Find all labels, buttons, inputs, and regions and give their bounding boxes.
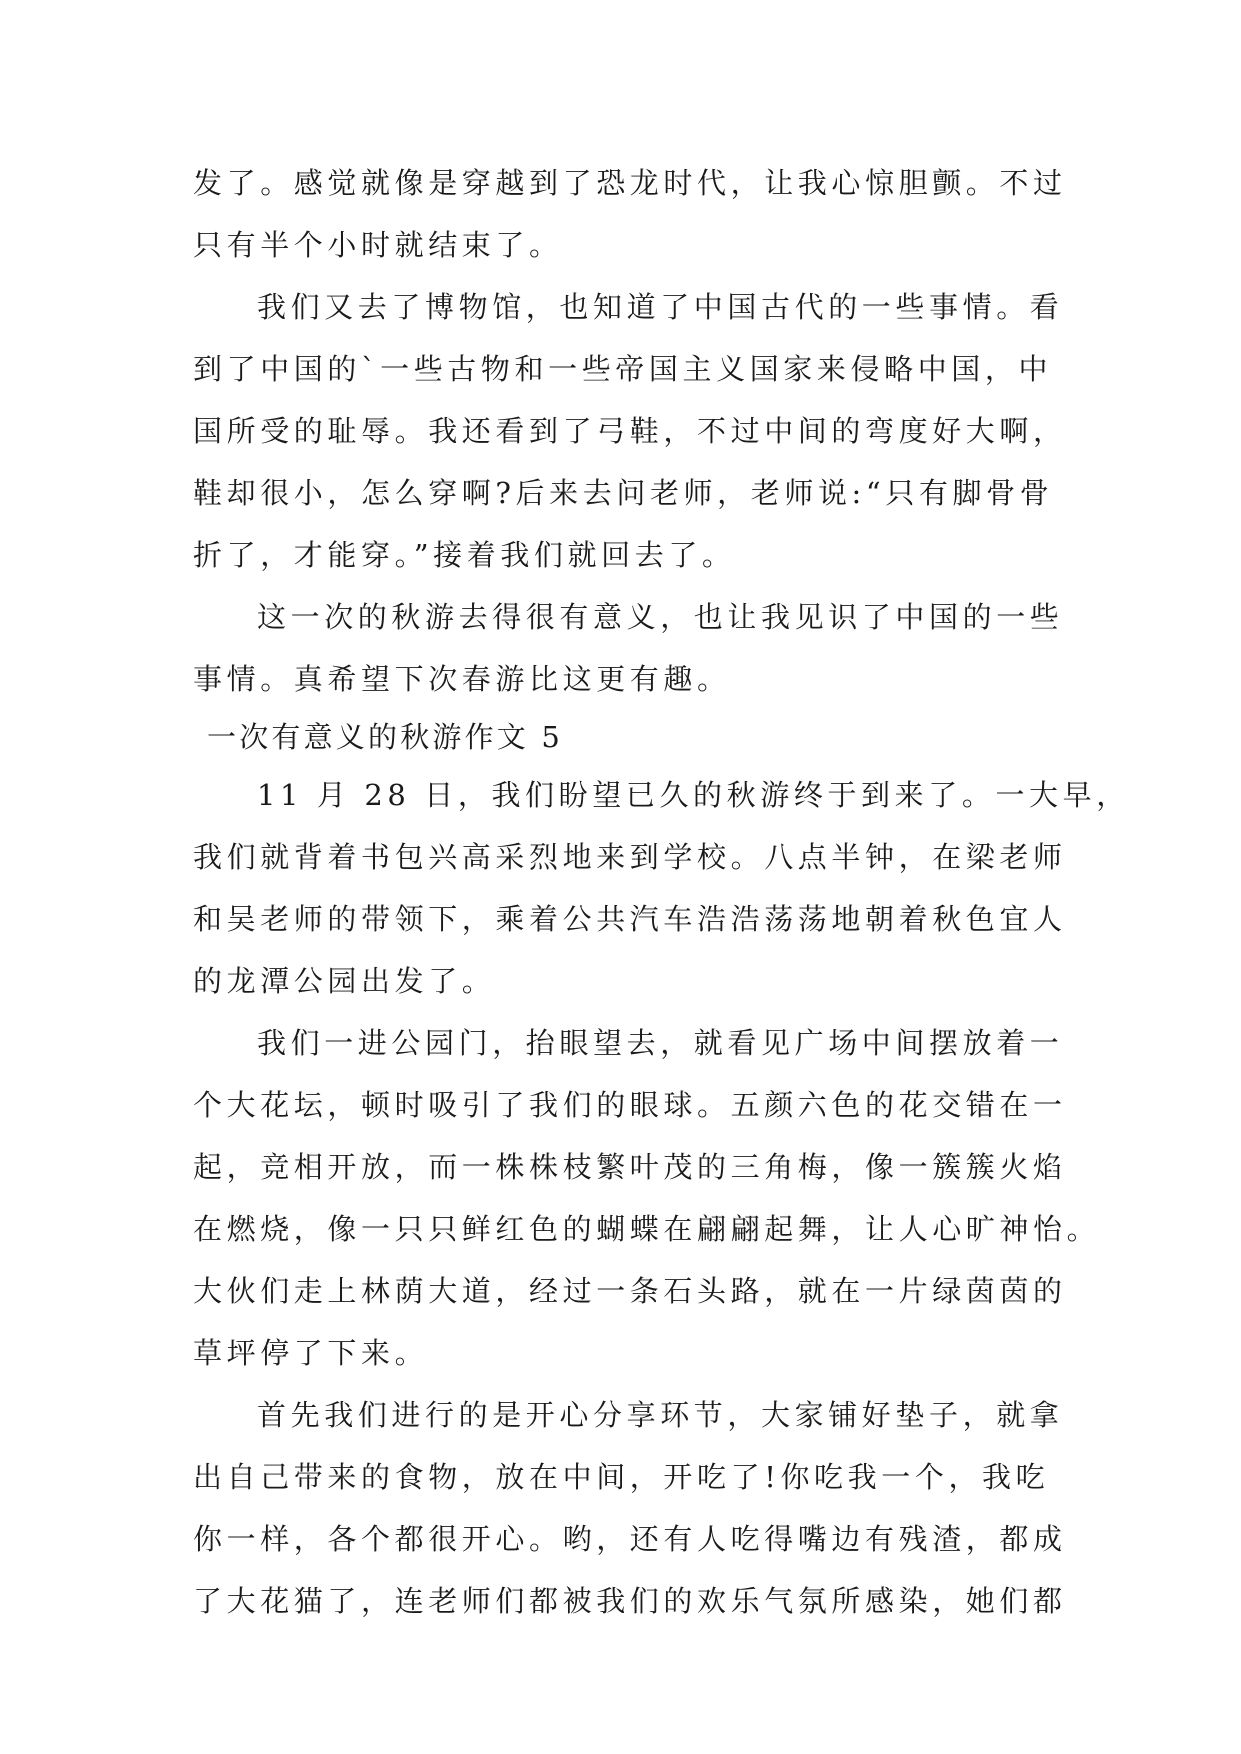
text-line: 了大花猫了，连老师们都被我们的欢乐气氛所感染，她们都: [193, 1584, 1067, 1618]
paragraph-start-line: 首先我们进行的是开心分享环节，大家铺好垫子，就拿: [257, 1398, 1064, 1432]
text-line: 我们就背着书包兴高采烈地来到学校。八点半钟，在梁老师: [193, 840, 1067, 874]
paragraph-start-line: 我们又去了博物馆，也知道了中国古代的一些事情。看: [257, 290, 1064, 324]
document-page: [193, 152, 1130, 1632]
text-line: 折了，才能穿。”接着我们就回去了。: [193, 538, 736, 572]
text-line: 事情。真希望下次春游比这更有趣。: [193, 662, 731, 696]
text-line: 起，竞相开放，而一株株枝繁叶茂的三角梅，像一簇簇火焰: [193, 1150, 1067, 1184]
paragraph-start-line: 11 月 28 日，我们盼望已久的秋游终于到来了。一大早，: [257, 778, 1130, 812]
section-heading: 一次有意义的秋游作文 5: [207, 720, 564, 754]
text-line: 出自己带来的食物，放在中间，开吃了!你吃我一个，我吃: [193, 1460, 1050, 1494]
text-line: 国所受的耻辱。我还看到了弓鞋，不过中间的弯度好大啊，: [193, 414, 1067, 448]
text-line: 到了中国的`一些古物和一些帝国主义国家来侵略中国，中: [193, 352, 1053, 386]
text-line: 你一样，各个都很开心。哟，还有人吃得嘴边有残渣，都成: [193, 1522, 1067, 1556]
text-line: 草坪停了下来。: [193, 1336, 429, 1370]
paragraph-start-line: 这一次的秋游去得很有意义，也让我见识了中国的一些: [257, 600, 1064, 634]
text-line: 发了。感觉就像是穿越到了恐龙时代，让我心惊胆颤。不过: [193, 166, 1067, 200]
text-line: 个大花坛，顿时吸引了我们的眼球。五颜六色的花交错在一: [193, 1088, 1067, 1122]
text-line: 大伙们走上林荫大道，经过一条石头路，就在一片绿茵茵的: [193, 1274, 1067, 1308]
text-line: 的龙潭公园出发了。: [193, 964, 496, 998]
text-line: 鞋却很小，怎么穿啊?后来去问老师，老师说:“只有脚骨骨: [193, 476, 1054, 510]
paragraph-start-line: 我们一进公园门，抬眼望去，就看见广场中间摆放着一: [257, 1026, 1064, 1060]
text-line: 和吴老师的带领下，乘着公共汽车浩浩荡荡地朝着秋色宜人: [193, 902, 1067, 936]
text-line: 在燃烧，像一只只鲜红色的蝴蝶在翩翩起舞，让人心旷神怡。: [193, 1212, 1101, 1246]
text-line: 只有半个小时就结束了。: [193, 228, 563, 262]
